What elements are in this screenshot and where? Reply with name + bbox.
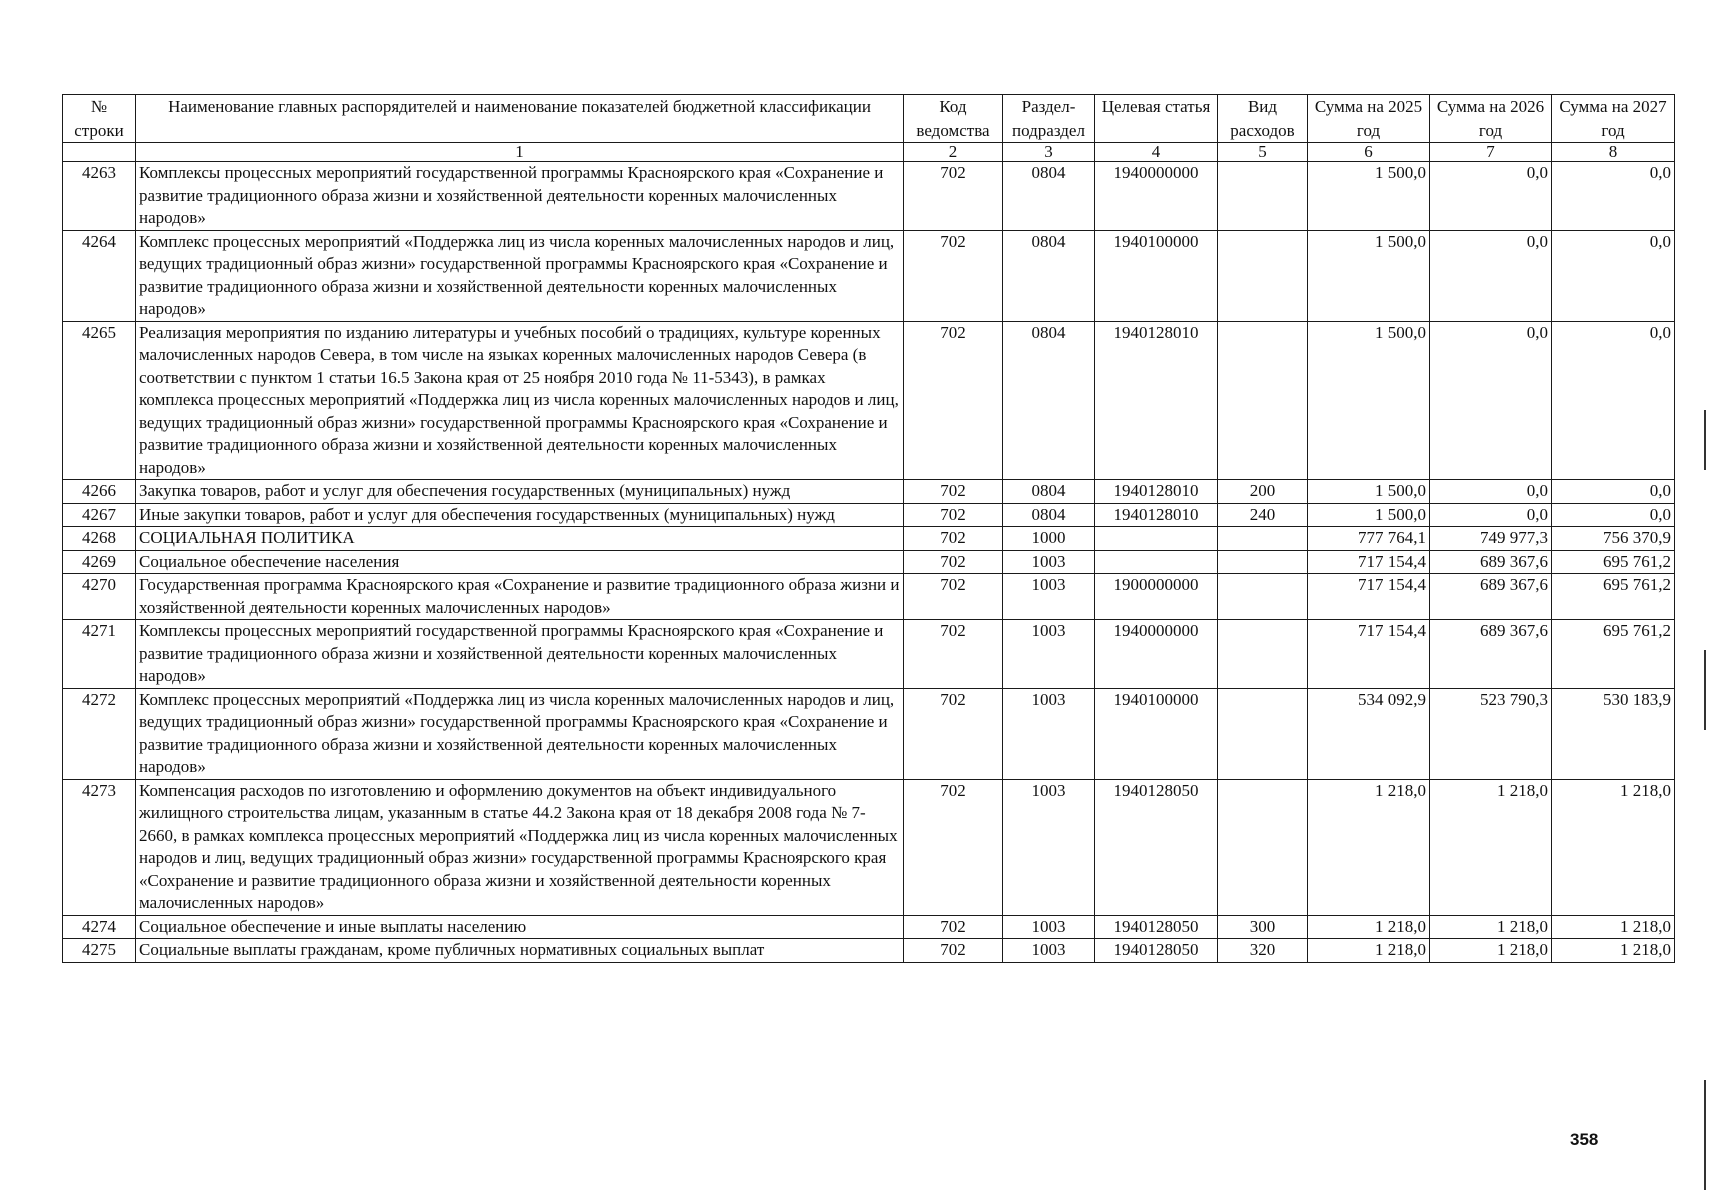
row-sum-2027: 1 218,0 <box>1552 779 1675 915</box>
row-sum-2026: 0,0 <box>1430 503 1552 527</box>
row-target: 1940100000 <box>1095 688 1218 779</box>
row-sum-2026: 689 367,6 <box>1430 550 1552 574</box>
row-dept-code: 702 <box>904 550 1003 574</box>
scan-edge-mark <box>1704 410 1706 470</box>
row-target: 1940128050 <box>1095 779 1218 915</box>
row-name: Комплекс процессных мероприятий «Поддержка лиц из числа коренных малочисленных народов и лиц, ведущих традиционный образ жизни» государственной программы Красноярского края «Сохранение и развитие традиционного образа жизни и хозяйственной деятельности коренных малочисленных народов» <box>136 688 904 779</box>
header-expense-type: Вид расходов <box>1218 95 1308 143</box>
table-row <box>63 939 1675 963</box>
column-number: 6 <box>1308 143 1430 162</box>
row-sum-2025: 1 218,0 <box>1308 915 1430 939</box>
table-row <box>63 321 1675 480</box>
row-target: 1940000000 <box>1095 620 1218 689</box>
column-number: 1 <box>136 143 904 162</box>
row-sum-2027: 695 761,2 <box>1552 550 1675 574</box>
row-sum-2027: 530 183,9 <box>1552 688 1675 779</box>
row-section: 1003 <box>1003 779 1095 915</box>
header-target: Целевая статья <box>1095 95 1218 143</box>
row-number: 4271 <box>63 620 136 689</box>
row-sum-2025: 717 154,4 <box>1308 550 1430 574</box>
row-sum-2026: 523 790,3 <box>1430 688 1552 779</box>
row-sum-2027: 0,0 <box>1552 230 1675 321</box>
row-section: 1003 <box>1003 688 1095 779</box>
row-section: 0804 <box>1003 480 1095 504</box>
row-sum-2025: 1 218,0 <box>1308 779 1430 915</box>
row-dept-code: 702 <box>904 688 1003 779</box>
row-expense-type: 300 <box>1218 915 1308 939</box>
row-number: 4273 <box>63 779 136 915</box>
row-expense-type <box>1218 550 1308 574</box>
column-number <box>63 143 136 162</box>
row-sum-2026: 0,0 <box>1430 230 1552 321</box>
row-dept-code: 702 <box>904 620 1003 689</box>
scan-edge-mark <box>1704 1080 1706 1190</box>
row-sum-2026: 1 218,0 <box>1430 915 1552 939</box>
row-expense-type <box>1218 527 1308 551</box>
table-row <box>63 915 1675 939</box>
row-sum-2025: 1 500,0 <box>1308 480 1430 504</box>
column-number: 8 <box>1552 143 1675 162</box>
row-section: 1003 <box>1003 550 1095 574</box>
row-name: Социальные выплаты гражданам, кроме публичных нормативных социальных выплат <box>136 939 904 963</box>
row-name: Компенсация расходов по изготовлению и оформлению документов на объект индивидуального жилищного строительства лицам, указанным в статье 44.2 Закона края от 18 декабря 2008 года № 7-2660, в рамках комплекса процессных мероприятий «Поддержка лиц из числа коренных малочисленных народов и лиц, ведущих традиционный образ жизни» государственной программы Красноярского края «Сохранение и развитие традиционного образа жизни и хозяйственной деятельности коренных малочисленных народов» <box>136 779 904 915</box>
row-dept-code: 702 <box>904 480 1003 504</box>
table-row <box>63 620 1675 689</box>
row-number: 4263 <box>63 162 136 231</box>
row-sum-2026: 1 218,0 <box>1430 779 1552 915</box>
row-section: 1000 <box>1003 527 1095 551</box>
table-row <box>63 574 1675 620</box>
row-expense-type <box>1218 688 1308 779</box>
row-sum-2025: 717 154,4 <box>1308 620 1430 689</box>
column-number-row <box>63 143 1675 162</box>
row-number: 4268 <box>63 527 136 551</box>
row-target <box>1095 550 1218 574</box>
row-dept-code: 702 <box>904 162 1003 231</box>
table-row <box>63 550 1675 574</box>
row-sum-2025: 1 500,0 <box>1308 503 1430 527</box>
row-sum-2026: 0,0 <box>1430 321 1552 480</box>
row-sum-2027: 0,0 <box>1552 503 1675 527</box>
column-number: 4 <box>1095 143 1218 162</box>
table-row <box>63 527 1675 551</box>
row-dept-code: 702 <box>904 939 1003 963</box>
row-expense-type: 240 <box>1218 503 1308 527</box>
table-header <box>63 95 1675 162</box>
row-expense-type: 200 <box>1218 480 1308 504</box>
row-sum-2027: 695 761,2 <box>1552 574 1675 620</box>
row-sum-2025: 777 764,1 <box>1308 527 1430 551</box>
row-sum-2027: 756 370,9 <box>1552 527 1675 551</box>
row-expense-type: 320 <box>1218 939 1308 963</box>
row-section: 0804 <box>1003 503 1095 527</box>
row-dept-code: 702 <box>904 230 1003 321</box>
row-section: 1003 <box>1003 574 1095 620</box>
row-sum-2027: 1 218,0 <box>1552 915 1675 939</box>
row-sum-2027: 0,0 <box>1552 480 1675 504</box>
row-sum-2027: 0,0 <box>1552 321 1675 480</box>
row-dept-code: 702 <box>904 574 1003 620</box>
row-sum-2025: 717 154,4 <box>1308 574 1430 620</box>
table-row <box>63 162 1675 231</box>
row-target <box>1095 527 1218 551</box>
table-body <box>63 162 1675 963</box>
row-section: 1003 <box>1003 915 1095 939</box>
row-dept-code: 702 <box>904 321 1003 480</box>
row-expense-type <box>1218 321 1308 480</box>
row-sum-2027: 1 218,0 <box>1552 939 1675 963</box>
row-target: 1940128050 <box>1095 915 1218 939</box>
row-target: 1940128050 <box>1095 939 1218 963</box>
header-name: Наименование главных распорядителей и наименование показателей бюджетной классификации <box>136 95 904 143</box>
row-number: 4265 <box>63 321 136 480</box>
budget-table <box>62 94 1675 963</box>
row-section: 0804 <box>1003 321 1095 480</box>
row-sum-2025: 1 500,0 <box>1308 321 1430 480</box>
row-target: 1940128010 <box>1095 321 1218 480</box>
table-row <box>63 480 1675 504</box>
row-name: Государственная программа Красноярского края «Сохранение и развитие традиционного образа жизни и хозяйственной деятельности коренных малочисленных народов» <box>136 574 904 620</box>
scan-edge-mark <box>1704 650 1706 730</box>
row-dept-code: 702 <box>904 527 1003 551</box>
row-section: 1003 <box>1003 620 1095 689</box>
row-section: 1003 <box>1003 939 1095 963</box>
row-name: Закупка товаров, работ и услуг для обеспечения государственных (муниципальных) нужд <box>136 480 904 504</box>
row-number: 4274 <box>63 915 136 939</box>
row-sum-2026: 689 367,6 <box>1430 574 1552 620</box>
row-expense-type <box>1218 230 1308 321</box>
row-dept-code: 702 <box>904 503 1003 527</box>
header-sum-2026: Сумма на 2026 год <box>1430 95 1552 143</box>
row-name: Реализация мероприятия по изданию литературы и учебных пособий о традициях, культуре коренных малочисленных народов Севера, в том числе на языках коренных малочисленных народов Севера (в соответствии с пунктом 1 статьи 16.5 Закона края от 25 ноября 2010 года № 11-5343), в рамках комплекса процессных мероприятий «Поддержка лиц из числа коренных малочисленных народов и лиц, ведущих традиционный образ жизни» государственной программы Красноярского края «Сохранение и развитие традиционного образа жизни и хозяйственной деятельности коренных малочисленных народов» <box>136 321 904 480</box>
row-target: 1900000000 <box>1095 574 1218 620</box>
table-row <box>63 688 1675 779</box>
row-section: 0804 <box>1003 230 1095 321</box>
row-expense-type <box>1218 162 1308 231</box>
row-expense-type <box>1218 779 1308 915</box>
row-number: 4266 <box>63 480 136 504</box>
budget-sheet <box>62 94 1675 963</box>
row-number: 4270 <box>63 574 136 620</box>
row-number: 4267 <box>63 503 136 527</box>
row-sum-2027: 0,0 <box>1552 162 1675 231</box>
row-dept-code: 702 <box>904 915 1003 939</box>
row-number: 4264 <box>63 230 136 321</box>
table-row <box>63 779 1675 915</box>
row-sum-2026: 0,0 <box>1430 162 1552 231</box>
row-number: 4272 <box>63 688 136 779</box>
row-target: 1940128010 <box>1095 503 1218 527</box>
table-row <box>63 503 1675 527</box>
row-name: Комплексы процессных мероприятий государственной программы Красноярского края «Сохранение и развитие традиционного образа жизни и хозяйственной деятельности коренных малочисленных народов» <box>136 162 904 231</box>
header-dept-code: Код ведомства <box>904 95 1003 143</box>
row-sum-2025: 1 500,0 <box>1308 162 1430 231</box>
column-number: 5 <box>1218 143 1308 162</box>
row-sum-2025: 534 092,9 <box>1308 688 1430 779</box>
row-name: Иные закупки товаров, работ и услуг для обеспечения государственных (муниципальных) нужд <box>136 503 904 527</box>
row-target: 1940128010 <box>1095 480 1218 504</box>
row-sum-2027: 695 761,2 <box>1552 620 1675 689</box>
row-sum-2026: 0,0 <box>1430 480 1552 504</box>
column-number: 7 <box>1430 143 1552 162</box>
row-dept-code: 702 <box>904 779 1003 915</box>
table-row <box>63 230 1675 321</box>
row-name: Социальное обеспечение и иные выплаты населению <box>136 915 904 939</box>
row-section: 0804 <box>1003 162 1095 231</box>
row-sum-2025: 1 218,0 <box>1308 939 1430 963</box>
row-name: Комплексы процессных мероприятий государственной программы Красноярского края «Сохранение и развитие традиционного образа жизни и хозяйственной деятельности коренных малочисленных народов» <box>136 620 904 689</box>
row-name: СОЦИАЛЬНАЯ ПОЛИТИКА <box>136 527 904 551</box>
row-number: 4269 <box>63 550 136 574</box>
row-sum-2026: 749 977,3 <box>1430 527 1552 551</box>
page-number: 358 <box>1570 1130 1599 1149</box>
row-sum-2026: 689 367,6 <box>1430 620 1552 689</box>
row-sum-2025: 1 500,0 <box>1308 230 1430 321</box>
header-sum-2027: Сумма на 2027 год <box>1552 95 1675 143</box>
row-name: Комплекс процессных мероприятий «Поддержка лиц из числа коренных малочисленных народов и лиц, ведущих традиционный образ жизни» государственной программы Красноярского края «Сохранение и развитие традиционного образа жизни и хозяйственной деятельности коренных малочисленных народов» <box>136 230 904 321</box>
row-sum-2026: 1 218,0 <box>1430 939 1552 963</box>
row-expense-type <box>1218 574 1308 620</box>
row-target: 1940000000 <box>1095 162 1218 231</box>
header-section: Раздел-подраздел <box>1003 95 1095 143</box>
row-expense-type <box>1218 620 1308 689</box>
row-number: 4275 <box>63 939 136 963</box>
row-name: Социальное обеспечение населения <box>136 550 904 574</box>
header-row-no: № строки <box>63 95 136 143</box>
row-target: 1940100000 <box>1095 230 1218 321</box>
header-sum-2025: Сумма на 2025 год <box>1308 95 1430 143</box>
column-number: 2 <box>904 143 1003 162</box>
column-number: 3 <box>1003 143 1095 162</box>
